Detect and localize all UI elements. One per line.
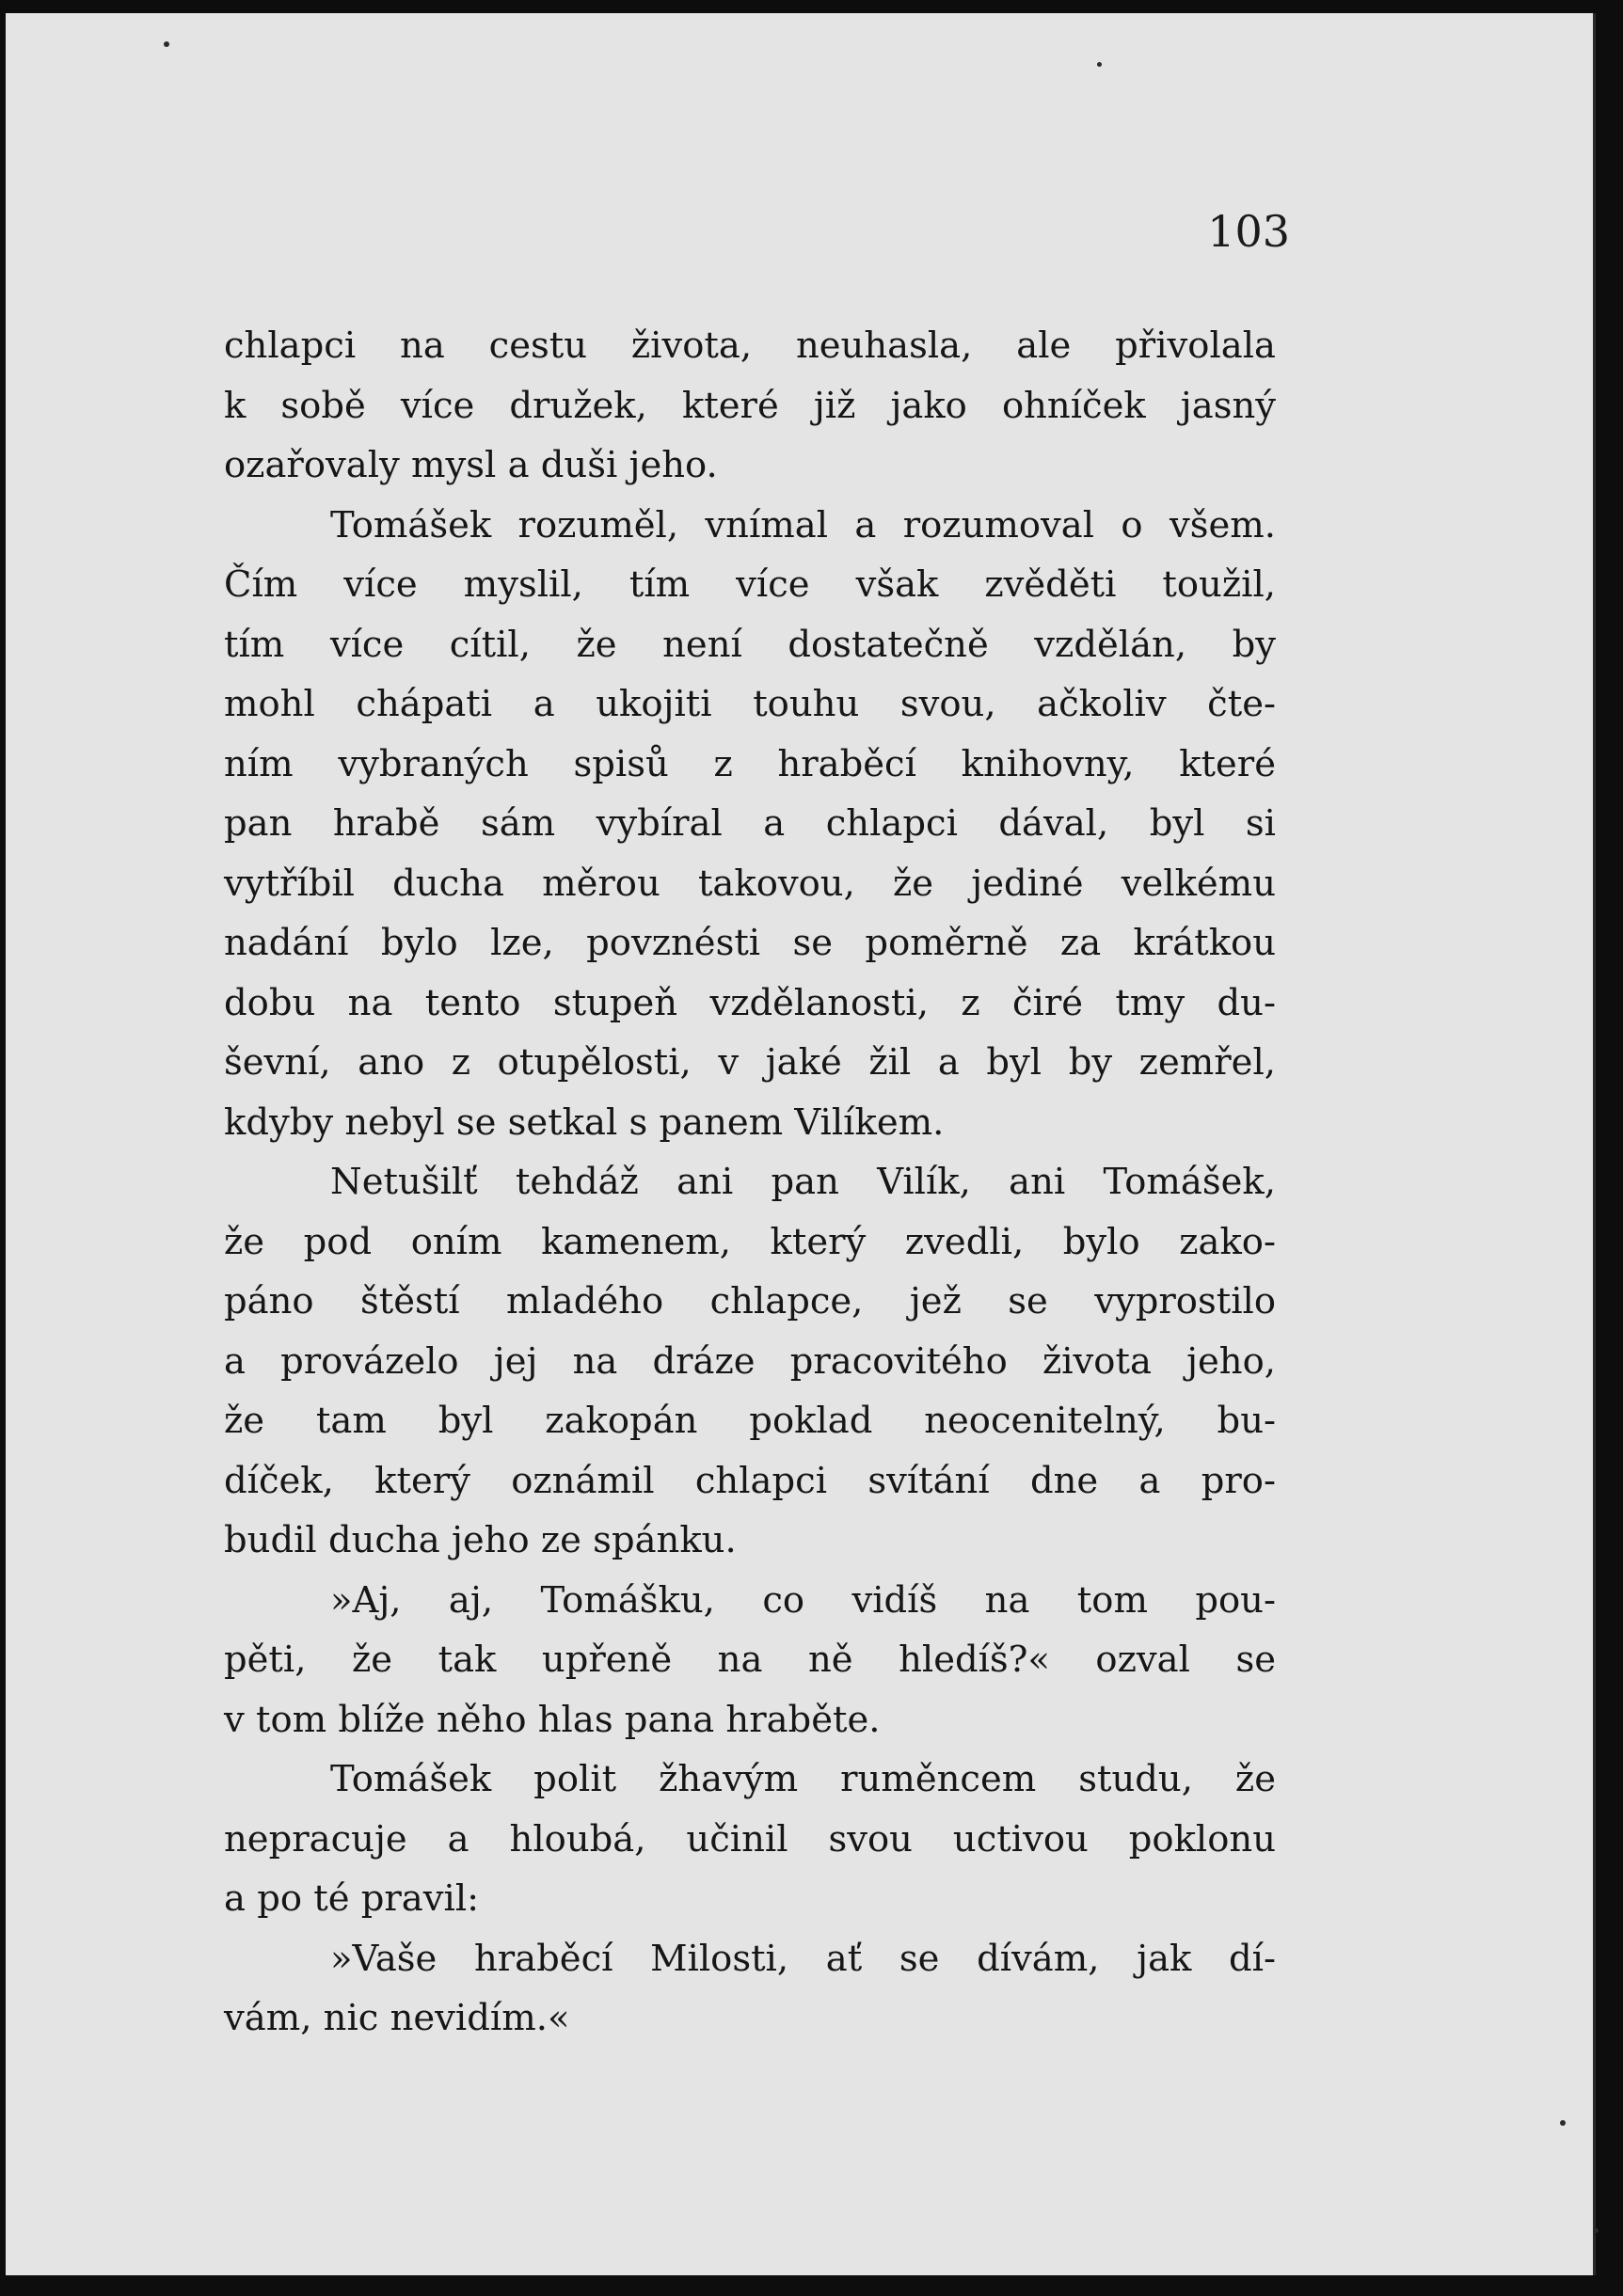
text-line: a provázelo jej na dráze pracovitého života jeho, bbox=[224, 1339, 1276, 1383]
text-line: ním vybraných spisů z hraběcí knihovny, které bbox=[224, 742, 1276, 785]
text-line: vytříbil ducha měrou takovou, že jediné velkému bbox=[224, 862, 1276, 905]
scan-speck bbox=[164, 41, 169, 47]
text-line: že tam byl zakopán poklad neocenitelný, bu- bbox=[224, 1400, 1276, 1442]
text-line: Tomášek rozuměl, vnímal a rozumoval o všem. bbox=[330, 503, 1276, 546]
text-line: Tomášek polit žhavým ruměncem studu, že bbox=[330, 1758, 1276, 1800]
text-line: k sobě více družek, které již jako ohníček jasný bbox=[224, 384, 1276, 427]
text-line: dobu na tento stupeň vzdělanosti, z čiré tmy du- bbox=[224, 981, 1276, 1024]
text-line: nepracuje a hloubá, učinil svou uctivou poklonu bbox=[224, 1817, 1276, 1861]
text-line: Čím více myslil, tím více však zvěděti toužil, bbox=[224, 563, 1276, 606]
body-text bbox=[224, 316, 1276, 2049]
text-line: a po té pravil: bbox=[224, 1877, 480, 1920]
text-line: páno štěstí mladého chlapce, jež se vyprostilo bbox=[224, 1280, 1276, 1322]
text-line: chlapci na cestu života, neuhasla, ale přivolala bbox=[224, 325, 1276, 367]
scan-speck bbox=[1594, 2228, 1599, 2233]
text-line: ozařovaly mysl a duši jeho. bbox=[224, 444, 718, 486]
scan-speck bbox=[1560, 2120, 1566, 2126]
text-line: Netušilť tehdáž ani pan Vilík, ani Tomášek, bbox=[330, 1161, 1276, 1203]
text-line: budil ducha jeho ze spánku. bbox=[224, 1519, 737, 1561]
page-number: 103 bbox=[1207, 206, 1290, 257]
text-line: »Aj, aj, Tomášku, co vidíš na tom pou- bbox=[330, 1578, 1276, 1622]
text-line: že pod oním kamenem, který zvedli, bylo zako- bbox=[224, 1220, 1276, 1263]
text-line: díček, který oznámil chlapci svítání dne a pro- bbox=[224, 1459, 1276, 1502]
text-line: v tom blíže něho hlas pana hraběte. bbox=[224, 1698, 881, 1741]
text-line: nadání bylo lze, povznésti se poměrně za krátkou bbox=[224, 922, 1276, 964]
text-line: pan hrabě sám vybíral a chlapci dával, byl si bbox=[224, 802, 1276, 845]
scan-speck bbox=[1097, 62, 1102, 67]
text-line: vám, nic nevidím.« bbox=[224, 1997, 570, 2039]
text-line: ševní, ano z otupělosti, v jaké žil a byl by zemřel, bbox=[224, 1041, 1276, 1084]
book-page bbox=[6, 13, 1596, 2275]
text-line: mohl chápati a ukojiti touhu svou, ačkoliv čte- bbox=[224, 683, 1276, 725]
text-line: tím více cítil, že není dostatečně vzdělán, by bbox=[224, 623, 1276, 666]
text-line: pěti, že tak upřeně na ně hledíš?« ozval se bbox=[224, 1639, 1276, 1681]
text-line: »Vaše hraběcí Milosti, ať se dívám, jak dí- bbox=[330, 1937, 1276, 1980]
text-line: kdyby nebyl se setkal s panem Vilíkem. bbox=[224, 1100, 945, 1144]
